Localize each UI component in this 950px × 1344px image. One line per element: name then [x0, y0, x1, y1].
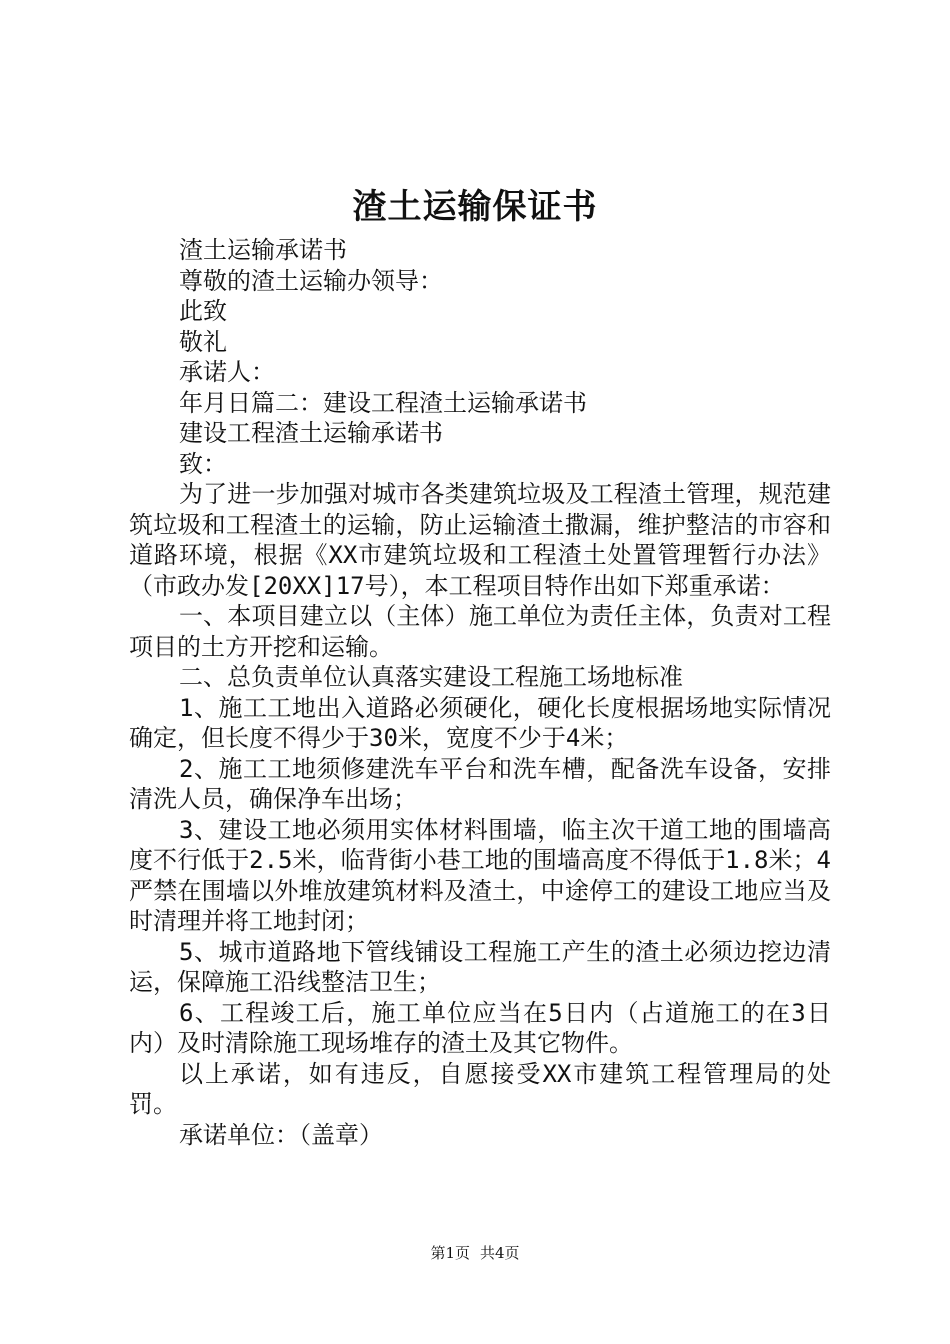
- body-paragraph: 一、本项目建立以（主体）施工单位为责任主体，负责对工程项目的土方开挖和运输。: [129, 602, 831, 661]
- body-paragraph: 二、总负责单位认真落实建设工程施工场地标准: [179, 663, 683, 691]
- body-paragraph: 6、工程竣工后，施工单位应当在5日内（占道施工的在3日内）及时清除施工现场堆存的渣土及其它物件。: [129, 998, 831, 1057]
- page-footer: [0, 1243, 950, 1263]
- page-total: 共4页: [480, 1244, 520, 1262]
- salutation-line: 尊敬的渣土运输办领导：: [179, 266, 443, 295]
- body-paragraph: 2、施工工地须修建洗车平台和洗车槽，配备洗车设备，安排清洗人员，确保净车出场；: [129, 754, 831, 813]
- body-paragraph: 以上承诺，如有违反，自愿接受XX市建筑工程管理局的处罚。: [129, 1059, 831, 1118]
- signer-line: 承诺人：: [179, 358, 275, 386]
- signature-line: 承诺单位：（盖章）: [179, 1120, 383, 1149]
- addressee-line: 致：: [179, 449, 227, 478]
- closing-line: 此致: [179, 297, 227, 325]
- body-paragraph: 3、建设工地必须用实体材料围墙，临主次干道工地的围墙高度不行低于2.5米，临背街小巷工地的围墙高度不得低于1.8米；4严禁在围墙以外堆放建筑材料及渣土，中途停工的建设工地应当及时清理并将工地封闭；: [129, 815, 831, 935]
- heading-line: 渣土运输承诺书: [179, 236, 347, 264]
- document-title: 渣土运输保证书: [352, 187, 598, 227]
- page-number: 第1页: [430, 1244, 470, 1262]
- section-heading: 建设工程渣土运输承诺书: [179, 419, 443, 447]
- document-body: [129, 235, 831, 1150]
- date-section-line: 年月日篇二：建设工程渣土运输承诺书: [179, 388, 587, 417]
- closing-line: 敬礼: [179, 327, 227, 356]
- body-paragraph: 1、施工工地出入道路必须硬化，硬化长度根据场地实际情况确定，但长度不得少于30米，宽度不少于4米；: [129, 693, 831, 752]
- body-paragraph: 为了进一步加强对城市各类建筑垃圾及工程渣土管理，规范建筑垃圾和工程渣土的运输，防止运输渣土撒漏，维护整洁的市容和道路环境，根据《XX市建筑垃圾和工程渣土处置管理暂行办法》（市政办发[20XX]17号），本工程项目特作出如下郑重承诺：: [129, 480, 831, 600]
- body-paragraph: 5、城市道路地下管线铺设工程施工产生的渣土必须边挖边清运，保障施工沿线整洁卫生；: [129, 937, 831, 996]
